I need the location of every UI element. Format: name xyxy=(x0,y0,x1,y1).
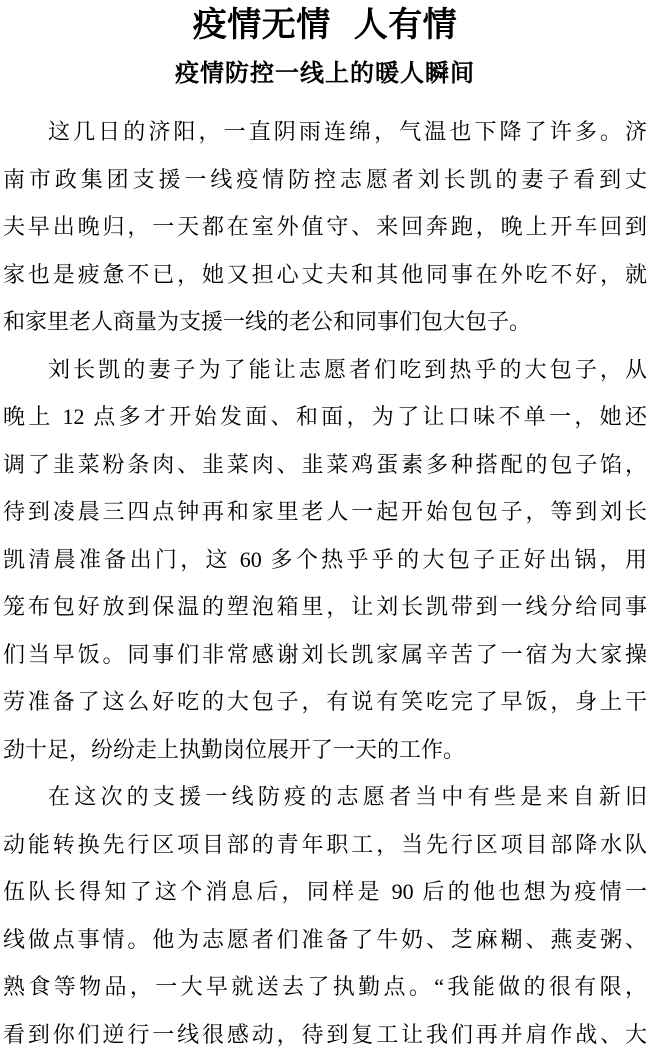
text-line: 家也是疲惫不已，她又担心丈夫和其他同事在外吃不好，就 xyxy=(3,261,647,287)
text-line: 凯清晨准备出门，这 60 多个热乎乎的大包子正好出锅，用 xyxy=(3,546,647,572)
text-line: 刘长凯的妻子为了能让志愿者们吃到热乎的大包子，从 xyxy=(48,356,647,382)
text-line: 这几日的济阳，一直阴雨连绵，气温也下降了许多。济 xyxy=(48,119,647,144)
text-line: 待到凌晨三四点钟再和家里老人一起开始包包子，等到刘长 xyxy=(3,499,647,524)
text-line: 夫早出晚归，一天都在室外值守、来回奔跑，晚上开车回到 xyxy=(3,214,647,239)
text-line: 笼布包好放到保温的塑泡箱里，让刘长凯带到一线分给同事 xyxy=(3,594,647,619)
text-line: 线做点事情。他为志愿者们准备了牛奶、芝麻糊、燕麦粥、 xyxy=(3,926,647,952)
text-line: 动能转换先行区项目部的青年职工，当先行区项目部降水队 xyxy=(3,831,647,857)
text-line: 劲十足，纷纷走上执勤岗位展开了一天的工作。 xyxy=(3,736,466,762)
text-line: 看到你们逆行一线很感动，待到复工让我们再并肩作战、大 xyxy=(3,1021,647,1047)
paragraph-1 xyxy=(3,108,647,346)
text-line: 和家里老人商量为支援一线的老公和同事们包大包子。 xyxy=(3,309,532,334)
text-line: 伍队长得知了这个消息后，同样是 90 后的他也想为疫情一 xyxy=(3,879,647,904)
text-line: 南市政集团支援一线疫情防控志愿者刘长凯的妻子看到丈 xyxy=(3,166,647,192)
text-line: 劳准备了这么好吃的大包子，有说有笑吃完了早饭，身上干 xyxy=(3,689,647,714)
text-line: 调了韭菜粉条肉、韭菜肉、韭菜鸡蛋素多种搭配的包子馅， xyxy=(3,451,647,477)
paragraph-3 xyxy=(3,773,647,1050)
text-line: 晚上 12 点多才开始发面、和面，为了让口味不单一，她还 xyxy=(3,404,647,429)
document-subtitle: 疫情防控一线上的暖人瞬间 xyxy=(175,61,475,87)
text-line: 在这次的支援一线防疫的志愿者当中有些是来自新旧 xyxy=(48,784,647,809)
document-body xyxy=(0,108,650,1050)
text-line: 熟食等物品，一大早就送去了执勤点。“我能做的很有限， xyxy=(3,974,647,999)
text-line: 们当早饭。同事们非常感谢刘长凯家属辛苦了一宿为大家操 xyxy=(3,641,647,667)
document-title: 疫情无情 人有情 xyxy=(192,7,458,44)
paragraph-2 xyxy=(3,346,647,774)
